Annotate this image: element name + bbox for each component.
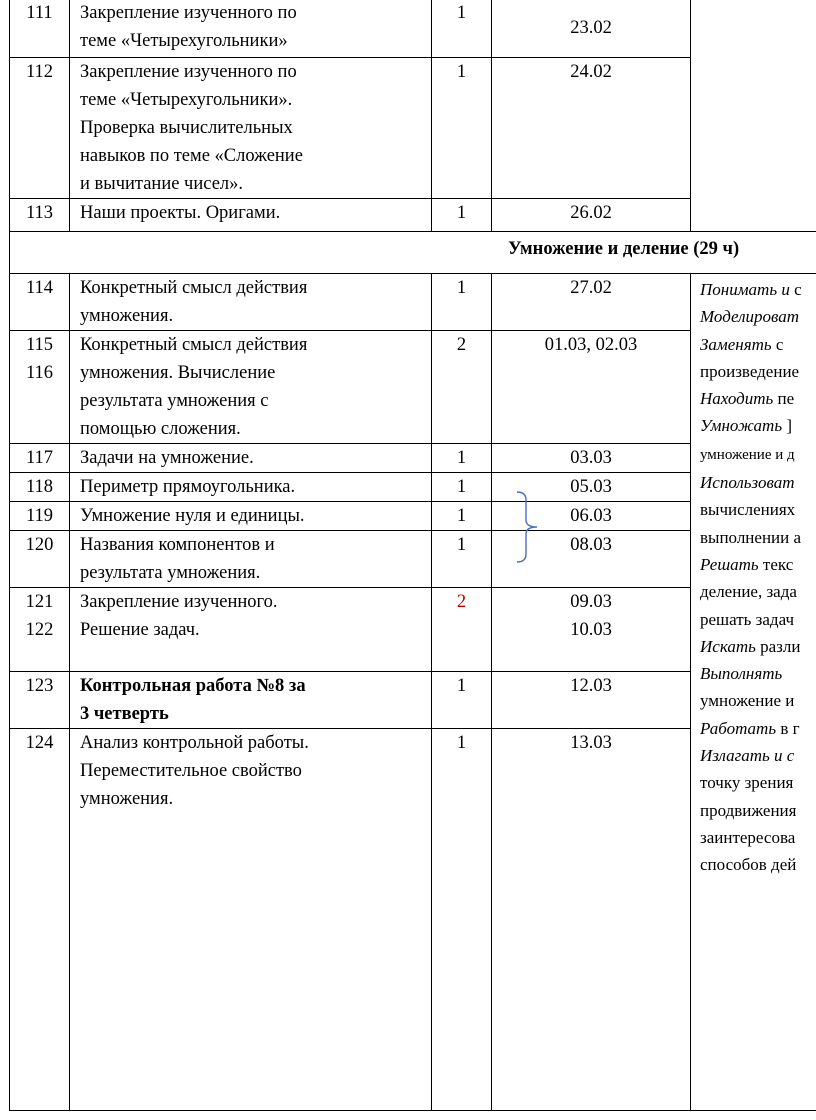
- lesson-hours: 1: [432, 274, 492, 331]
- activity-verb: Понимать и: [700, 280, 795, 299]
- lesson-hours: 2: [432, 588, 492, 672]
- lesson-date: 01.03, 02.03: [492, 331, 691, 444]
- lesson-number: 120: [10, 531, 70, 588]
- activity-verb: Моделироват: [700, 307, 800, 327]
- activity-line: [700, 496, 816, 523]
- activity-line: [700, 851, 816, 878]
- activity-text: умножение и д: [700, 446, 795, 463]
- activity-text: заинтересова: [700, 827, 796, 847]
- activity-text: ]: [782, 416, 792, 436]
- activity-text: деление, зада: [700, 582, 797, 602]
- lesson-hours: 1: [432, 502, 492, 531]
- table-row: [10, 274, 816, 331]
- activity-text: с: [794, 280, 802, 299]
- activity-line: [700, 824, 816, 851]
- lesson-date: 13.03: [492, 729, 691, 1111]
- activity-line: [700, 687, 816, 714]
- lesson-number: 114: [10, 274, 70, 331]
- activity-line: [700, 633, 816, 660]
- activity-line: [700, 412, 816, 439]
- lesson-hours: 2: [432, 331, 492, 444]
- activity-line: [700, 551, 816, 578]
- activity-verb: Выполнять: [700, 664, 783, 684]
- activity-line: [700, 440, 816, 469]
- activity-verb: Находить: [700, 389, 774, 409]
- lesson-number: 119: [10, 502, 70, 531]
- activity-line: [700, 578, 816, 605]
- lesson-topic: Закрепление изученного по теме «Четырехугольники»: [70, 0, 432, 58]
- activity-text: пе: [773, 389, 795, 409]
- activities-cell: [691, 274, 816, 1111]
- lesson-topic: Анализ контрольной работы. Переместительное свойство умножения.: [70, 729, 432, 1111]
- lesson-number: 118: [10, 473, 70, 502]
- lesson-topic: Умножение нуля и единицы.: [70, 502, 432, 531]
- activity-line: [700, 524, 816, 551]
- activity-text: с: [771, 334, 784, 354]
- activity-text: умножение и: [700, 691, 795, 711]
- lesson-topic: Закрепление изученного. Решение задач.: [70, 588, 432, 672]
- lesson-topic: Контрольная работа №8 за 3 четверть: [70, 672, 432, 729]
- activity-line: [700, 715, 816, 742]
- activity-line: [700, 606, 816, 633]
- lesson-hours: 1: [432, 58, 492, 199]
- curly-brace-icon: [515, 490, 539, 564]
- lesson-date: 26.02: [492, 199, 691, 232]
- lesson-date: 12.03: [492, 672, 691, 729]
- lesson-date: 27.02: [492, 274, 691, 331]
- activity-verb: Использоват: [700, 473, 795, 493]
- lesson-date: 09.03 10.03: [492, 588, 691, 672]
- activity-text: текс: [758, 554, 794, 574]
- activity-line: [700, 385, 816, 412]
- activity-verb: Заменять: [700, 334, 772, 354]
- activity-line: [700, 276, 816, 303]
- lesson-date: 03.03: [492, 444, 691, 473]
- activity-line: [700, 797, 816, 824]
- activity-verb: Решать: [700, 554, 759, 574]
- lesson-topic: Конкретный смысл действия умножения.: [70, 274, 432, 331]
- lesson-hours: 1: [432, 473, 492, 502]
- activity-verb: Умножать: [700, 416, 783, 436]
- lesson-hours: 1: [432, 729, 492, 1111]
- lesson-topic: Названия компонентов и результата умножения.: [70, 531, 432, 588]
- activity-text: продвижения: [700, 800, 797, 820]
- lesson-number: 115 116: [10, 331, 70, 444]
- lesson-date: 24.02: [492, 58, 691, 199]
- activity-text: вычислениях: [700, 500, 796, 520]
- section-title: Умножение и деление (29 ч): [10, 232, 816, 274]
- table-row: [10, 0, 816, 58]
- lesson-number: 112: [10, 58, 70, 199]
- lesson-date: 23.02: [492, 0, 691, 58]
- lesson-plan-table: [9, 0, 816, 1111]
- lesson-hours: 1: [432, 444, 492, 473]
- activity-line: [700, 331, 816, 358]
- lesson-date: 05.03: [492, 473, 691, 502]
- activity-line: [700, 742, 816, 769]
- activity-text: в г: [776, 718, 800, 738]
- activity-text: решать задач: [700, 609, 794, 629]
- activity-line: [700, 660, 816, 687]
- activity-text: произведение: [700, 361, 800, 381]
- section-row: [10, 232, 816, 274]
- lesson-date: 06.03: [492, 502, 691, 531]
- activity-text: способов дей: [700, 855, 797, 875]
- lesson-topic: Периметр прямоугольника.: [70, 473, 432, 502]
- lesson-hours: 1: [432, 199, 492, 232]
- activities-cell-empty: [691, 0, 816, 232]
- lesson-number: 117: [10, 444, 70, 473]
- lesson-number: 121 122: [10, 588, 70, 672]
- lesson-topic: Конкретный смысл действия умножения. Вычисление результата умножения с помощью сложения.: [70, 331, 432, 444]
- lesson-number: 124: [10, 729, 70, 1111]
- activity-line: [700, 303, 816, 330]
- lesson-hours: 1: [432, 531, 492, 588]
- activity-line: [700, 769, 816, 796]
- activity-verb: Излагать и с: [700, 746, 795, 766]
- activity-text: разли: [755, 636, 801, 656]
- lesson-topic: Наши проекты. Оригами.: [70, 199, 432, 232]
- lesson-number: 111: [10, 0, 70, 58]
- activity-verb: Искать: [700, 636, 756, 656]
- activity-verb: Работать: [700, 718, 777, 738]
- activity-line: [700, 358, 816, 385]
- lesson-topic: Закрепление изученного по теме «Четырехугольники». Проверка вычислительных навыков по теме «Сложение и вычитание чисел».: [70, 58, 432, 199]
- lesson-hours: 1: [432, 672, 492, 729]
- lesson-number: 123: [10, 672, 70, 729]
- lesson-topic: Задачи на умножение.: [70, 444, 432, 473]
- activity-line: [700, 469, 816, 496]
- activity-text: точку зрения: [700, 773, 794, 793]
- lesson-number: 113: [10, 199, 70, 232]
- activity-text: выполнении а: [700, 527, 802, 547]
- lesson-hours: 1: [432, 0, 492, 58]
- lesson-date: 08.03: [492, 531, 691, 588]
